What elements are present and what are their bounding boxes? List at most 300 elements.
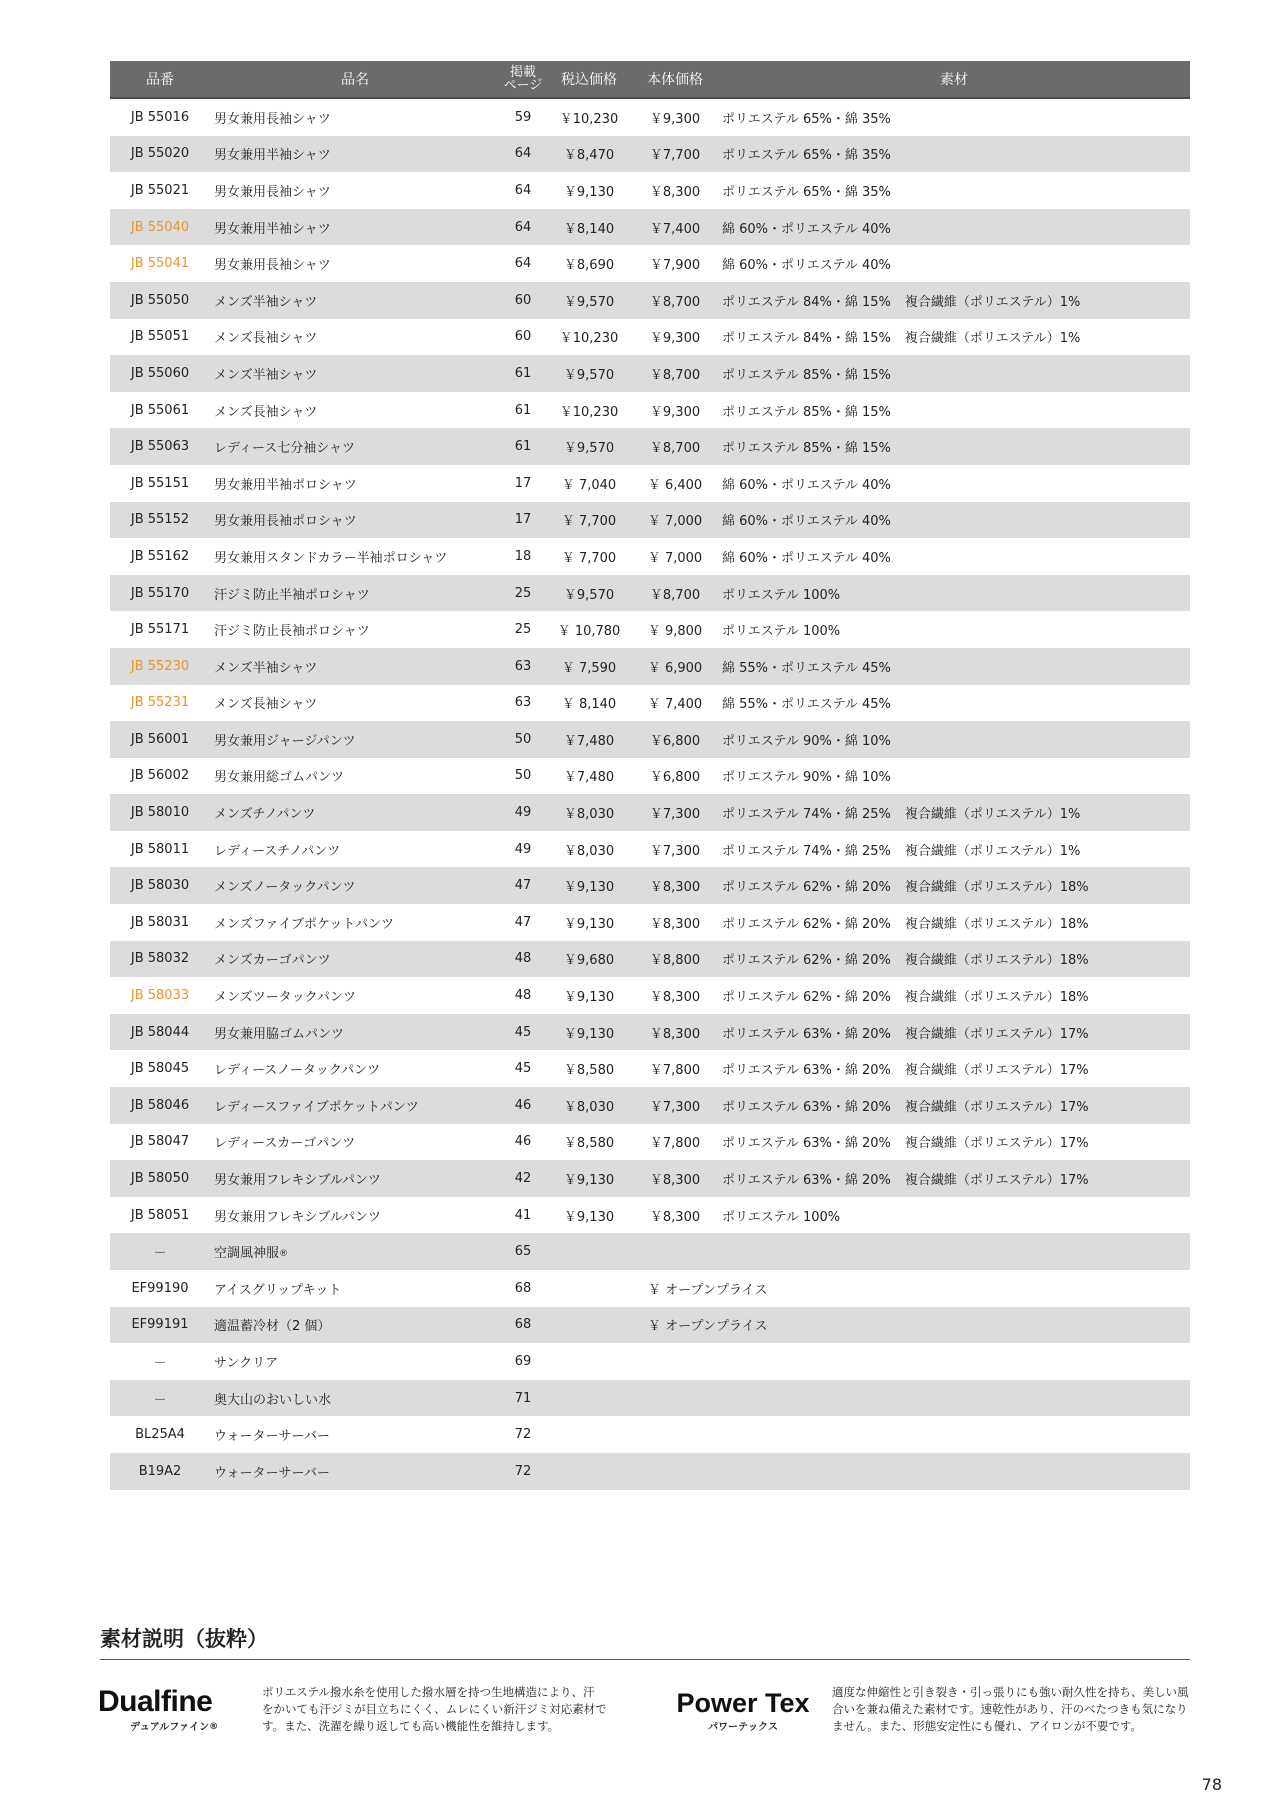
header-tax-price: 税込価格: [546, 61, 632, 98]
material: [718, 1416, 1190, 1453]
product-code: JB 55016: [130, 109, 190, 125]
product-name: [210, 611, 500, 648]
table-row: [110, 392, 1190, 429]
dualfine-reading: [98, 1718, 218, 1733]
table-row: [110, 1270, 1190, 1307]
material: [718, 611, 1190, 648]
tax-price: [546, 1453, 632, 1490]
page-ref: 17: [500, 502, 546, 539]
material: [718, 648, 1190, 685]
product-name-text: 男女兼用長袖ポロシャツ: [214, 514, 357, 530]
base-price: ￥7,300: [632, 794, 718, 831]
base-price: ￥ 6,900: [632, 648, 718, 685]
base-price: [632, 1343, 718, 1380]
product-code: JB 55231: [130, 695, 190, 711]
dualfine-logo: [98, 1686, 218, 1733]
material: [718, 831, 1190, 868]
product-name: [210, 941, 500, 978]
page-ref: 64: [514, 256, 532, 272]
product-name-text: メンズチノパンツ: [214, 807, 316, 823]
tax-price: ￥9,130: [563, 916, 615, 932]
product-code: JB 55050: [110, 282, 210, 319]
material: [718, 355, 1190, 392]
material-primary: 綿 60%・ポリエステル 40%: [722, 514, 891, 530]
tax-price: [546, 1233, 632, 1270]
base-price: ￥9,300: [649, 111, 701, 127]
page-ref: 47: [500, 867, 546, 904]
table-row: [110, 1307, 1190, 1344]
product-name-text: 男女兼用長袖シャツ: [214, 111, 331, 127]
material: [718, 977, 1190, 1014]
material-primary: ポリエステル 62%・綿 20%: [722, 990, 891, 1006]
product-name: [210, 355, 500, 392]
base-price: ￥ 7,400: [647, 697, 703, 713]
table-row: [110, 355, 1190, 392]
product-name: [210, 977, 500, 1014]
table-row: [110, 1197, 1190, 1234]
material: [718, 1380, 1190, 1417]
base-price: [632, 1380, 718, 1417]
product-name: [210, 1343, 500, 1380]
product-name-text: メンズ半袖シャツ: [214, 660, 318, 676]
product-name: [210, 867, 500, 904]
page-ref: 61: [500, 428, 546, 465]
base-price: ￥8,700: [632, 355, 718, 392]
product-name-text: サンクリア: [214, 1355, 279, 1371]
table-row: [110, 1050, 1190, 1087]
table-row: [110, 209, 1190, 246]
product-name: [210, 904, 500, 941]
material-primary: ポリエステル 90%・綿 10%: [722, 733, 891, 749]
page-ref: 68: [514, 1280, 532, 1296]
product-code: JB 55060: [110, 355, 210, 392]
material-primary: ポリエステル 63%・綿 20%: [722, 1173, 891, 1189]
product-code: JB 58051: [130, 1207, 190, 1223]
product-code: JB 58044: [110, 1014, 210, 1051]
base-price: ￥7,900: [649, 258, 701, 274]
table-row: [110, 575, 1190, 612]
base-price: ￥9,300: [649, 404, 701, 420]
product-name-text: 男女兼用フレキシブルパンツ: [214, 1173, 381, 1189]
product-name: [210, 794, 500, 831]
header-page-line1: 掲載: [509, 65, 536, 80]
materials-section-title: 素材説明（抜粋）: [100, 1625, 1190, 1660]
product-code: －: [153, 1355, 167, 1371]
product-name-text: 男女兼用半袖ポロシャツ: [214, 477, 357, 493]
page-ref: 60: [514, 329, 532, 345]
material-secondary: 複合繊維（ポリエステル）1%: [904, 843, 1081, 859]
product-name: [210, 575, 500, 612]
material: [718, 1343, 1190, 1380]
base-price: ￥8,800: [632, 941, 718, 978]
product-name: [210, 1307, 500, 1344]
product-name: [210, 465, 500, 502]
material: [718, 1160, 1190, 1197]
material: [718, 941, 1190, 978]
product-name: [210, 392, 500, 429]
product-name-text: 適温蓄冷材（2 個）: [214, 1319, 331, 1335]
table-row: [110, 1014, 1190, 1051]
page-ref: 49: [500, 794, 546, 831]
table-row: [110, 1160, 1190, 1197]
product-name: [210, 1197, 500, 1234]
material-primary: ポリエステル 65%・綿 35%: [722, 111, 891, 127]
tax-price: [546, 1343, 632, 1380]
material-primary: ポリエステル 90%・綿 10%: [722, 770, 891, 786]
dualfine-logo-text: Dualfine: [98, 1685, 213, 1718]
product-name: [210, 1380, 500, 1417]
product-code: JB 58032: [110, 941, 210, 978]
material: [718, 245, 1190, 282]
material: [718, 428, 1190, 465]
header-code: 品番: [110, 61, 210, 98]
base-price: ￥7,700: [632, 136, 718, 173]
product-name-text: メンズ長袖シャツ: [214, 331, 318, 347]
material-secondary: 複合繊維（ポリエステル）1%: [904, 807, 1081, 823]
page-ref: 64: [500, 136, 546, 173]
tax-price: ￥8,470: [546, 136, 632, 173]
product-name-text: ウォーターサーバー: [214, 1465, 330, 1481]
material: [718, 1014, 1190, 1051]
powertex-line-2: 合いを兼ね備えた素材です。速乾性があり、汗のべたつきも気になり: [832, 1702, 1188, 1716]
material: [718, 685, 1190, 722]
page-ref: 47: [514, 914, 532, 930]
powertex-line-3: ません。また、形態安定性にも優れ、アイロンが不要です。: [832, 1719, 1142, 1733]
product-code: JB 58011: [130, 841, 190, 857]
base-price: ￥9,300: [649, 331, 701, 347]
product-name: [210, 831, 500, 868]
product-name-text: レディースチノパンツ: [214, 843, 341, 859]
material-primary: ポリエステル 65%・綿 35%: [722, 148, 891, 164]
product-name-text: 男女兼用半袖シャツ: [214, 221, 331, 237]
material-primary: ポリエステル 62%・綿 20%: [722, 880, 891, 896]
page-ref: 71: [500, 1380, 546, 1417]
product-name-text: レディースノータックパンツ: [214, 1063, 381, 1079]
base-price: ￥8,700: [632, 428, 718, 465]
product-name-text: 男女兼用ジャージパンツ: [214, 733, 356, 749]
product-code: B19A2: [110, 1453, 210, 1490]
product-name: [210, 1087, 500, 1124]
material: [718, 465, 1190, 502]
product-code: JB 55021: [130, 182, 190, 198]
base-price: ￥6,800: [632, 721, 718, 758]
table-row: [110, 502, 1190, 539]
material-primary: 綿 55%・ポリエステル 45%: [722, 697, 891, 713]
product-code: JB 55151: [130, 475, 190, 491]
table-row: [110, 611, 1190, 648]
product-name-text: 汗ジミ防止半袖ポロシャツ: [214, 587, 370, 603]
material: [718, 1087, 1190, 1124]
product-name: [210, 721, 500, 758]
material-secondary: 複合繊維（ポリエステル）17%: [904, 1026, 1089, 1042]
header-page: [500, 61, 546, 98]
product-code: JB 56002: [130, 768, 190, 784]
page-ref: 63: [500, 648, 546, 685]
open-price: ￥ オープンプライス: [632, 1307, 1190, 1344]
product-code: JB 58050: [110, 1160, 210, 1197]
material: [718, 502, 1190, 539]
product-name-text: レディース七分袖シャツ: [214, 441, 356, 457]
table-row: [110, 1453, 1190, 1490]
page-ref: 61: [514, 402, 532, 418]
dualfine-line-2: をかいても汗ジミが目立ちにくく、ムレにくい新汗ジミ対応素材で: [262, 1702, 607, 1716]
page-ref: 18: [514, 548, 532, 564]
table-row: [110, 758, 1190, 795]
table-row: [110, 831, 1190, 868]
tax-price: ￥10,230: [559, 331, 619, 347]
tax-price: ￥ 7,700: [561, 550, 617, 566]
base-price: [632, 1453, 718, 1490]
material: [718, 172, 1190, 209]
page-ref: 41: [514, 1207, 532, 1223]
material: [718, 1124, 1190, 1161]
tax-price: ￥ 10,780: [557, 624, 621, 640]
header-name: 品名: [210, 61, 500, 98]
product-name-text: 男女兼用脇ゴムパンツ: [214, 1026, 345, 1042]
product-name: [210, 319, 500, 356]
product-name: [210, 1160, 500, 1197]
page-ref: 72: [500, 1453, 546, 1490]
tax-price: ￥ 7,040: [561, 477, 617, 493]
table-row: [110, 1124, 1190, 1161]
product-code: JB 55040: [110, 209, 210, 246]
page-ref: 46: [500, 1087, 546, 1124]
product-table: [110, 61, 1190, 1490]
page-ref: 69: [514, 1353, 532, 1369]
product-name-text: メンズノータックパンツ: [214, 880, 356, 896]
page-ref: 48: [514, 988, 532, 1004]
product-code: JB 55061: [130, 402, 190, 418]
table-row: [110, 136, 1190, 173]
table-row: [110, 1233, 1190, 1270]
table-row: [110, 538, 1190, 575]
table-row: [110, 319, 1190, 356]
tax-price: ￥ 7,590: [546, 648, 632, 685]
material-primary: 綿 60%・ポリエステル 40%: [722, 258, 891, 274]
material: [718, 1233, 1190, 1270]
tax-price: ￥9,570: [546, 355, 632, 392]
material-primary: ポリエステル 100%: [722, 1209, 841, 1225]
tax-price: ￥9,570: [546, 575, 632, 612]
product-code: JB 55230: [110, 648, 210, 685]
tax-price: [546, 1380, 632, 1417]
table-row: [110, 977, 1190, 1014]
base-price: ￥7,800: [649, 1063, 701, 1079]
table-row: [110, 794, 1190, 831]
material: [718, 867, 1190, 904]
product-name: [210, 428, 500, 465]
table-body: [110, 98, 1190, 1490]
tax-price: ￥9,130: [563, 184, 615, 200]
tax-price: ￥8,580: [563, 1063, 615, 1079]
tax-price: [546, 1270, 632, 1307]
product-name-text: 男女兼用半袖シャツ: [214, 148, 331, 164]
material: [718, 98, 1190, 136]
page-ref: 45: [500, 1014, 546, 1051]
table-row: [110, 428, 1190, 465]
material-primary: ポリエステル 63%・綿 20%: [722, 1099, 891, 1115]
tax-price: ￥8,690: [563, 258, 615, 274]
tax-price: ￥9,130: [546, 1014, 632, 1051]
page-ref: 64: [500, 209, 546, 246]
material: [718, 758, 1190, 795]
product-code: JB 55051: [130, 329, 190, 345]
product-name: [210, 502, 500, 539]
header-page-line2: ページ: [503, 78, 543, 93]
material: [718, 209, 1190, 246]
tax-price: ￥9,570: [546, 282, 632, 319]
page-ref: 72: [514, 1427, 532, 1443]
base-price: [632, 1416, 718, 1453]
table-row: [110, 867, 1190, 904]
table-row: [110, 685, 1190, 722]
material-primary: ポリエステル 63%・綿 20%: [722, 1136, 891, 1152]
material: [718, 721, 1190, 758]
tax-price: ￥7,480: [563, 770, 615, 786]
open-price: ￥ オープンプライス: [648, 1282, 768, 1298]
product-code: EF99191: [110, 1307, 210, 1344]
product-name-text: 男女兼用総ゴムパンツ: [214, 770, 345, 786]
table-header-row: [110, 61, 1190, 98]
tax-price: ￥9,130: [546, 1160, 632, 1197]
product-name-text: メンズ半袖シャツ: [214, 367, 318, 383]
tax-price: [546, 1307, 632, 1344]
page-ref: 25: [500, 575, 546, 612]
table-row: [110, 1416, 1190, 1453]
product-name: [210, 685, 500, 722]
base-price: ￥ 6,400: [647, 477, 703, 493]
product-code: JB 55171: [130, 622, 190, 638]
tax-price: ￥8,030: [546, 1087, 632, 1124]
table-row: [110, 245, 1190, 282]
product-code: JB 58010: [110, 794, 210, 831]
product-name: [210, 136, 500, 173]
material-primary: 綿 55%・ポリエステル 45%: [722, 660, 891, 676]
tax-price: ￥7,480: [546, 721, 632, 758]
product-name: [210, 245, 500, 282]
material-primary: ポリエステル 85%・綿 15%: [722, 367, 891, 383]
material-primary: ポリエステル 63%・綿 20%: [722, 1063, 891, 1079]
material: [718, 282, 1190, 319]
product-name-text: 男女兼用長袖シャツ: [214, 258, 331, 274]
table-row: [110, 941, 1190, 978]
powertex-line-1: 適度な伸縮性と引き裂き・引っ張りにも強い耐久性を持ち、美しい風: [832, 1685, 1189, 1699]
page-number: 78: [1201, 1775, 1222, 1794]
product-name-text: メンズ半袖シャツ: [214, 294, 318, 310]
product-name: [210, 209, 500, 246]
product-name: [210, 1124, 500, 1161]
material-primary: ポリエステル 100%: [722, 624, 841, 640]
product-name-text: 男女兼用長袖シャツ: [214, 184, 331, 200]
material: [718, 392, 1190, 429]
header-material: 素材: [718, 61, 1190, 98]
base-price: ￥7,400: [632, 209, 718, 246]
product-name-text: 男女兼用スタンドカラー半袖ポロシャツ: [214, 550, 448, 566]
tax-price: ￥10,230: [559, 111, 619, 127]
base-price: ￥ 9,800: [647, 624, 703, 640]
material-secondary: 複合繊維（ポリエステル）17%: [904, 1099, 1089, 1115]
product-code: JB 58045: [130, 1061, 190, 1077]
material: [718, 319, 1190, 356]
base-price: ￥7,800: [649, 1136, 701, 1152]
base-price: ￥ 7,000: [632, 502, 718, 539]
product-code: JB 55063: [110, 428, 210, 465]
header-base-price: 本体価格: [632, 61, 718, 98]
table-row: [110, 1343, 1190, 1380]
material-primary: ポリエステル 62%・綿 20%: [722, 953, 891, 969]
tax-price: [546, 1416, 632, 1453]
base-price: ￥7,300: [649, 843, 701, 859]
product-name-text: レディースカーゴパンツ: [214, 1136, 356, 1152]
product-name: [210, 538, 500, 575]
material-primary: ポリエステル 74%・綿 25%: [722, 807, 891, 823]
page-ref: 25: [514, 622, 532, 638]
product-code: JB 55041: [130, 256, 190, 272]
page-ref: 45: [514, 1061, 532, 1077]
tax-price: ￥ 7,700: [546, 502, 632, 539]
page-ref: 17: [514, 475, 532, 491]
table-row: [110, 98, 1190, 136]
page-ref: 68: [500, 1307, 546, 1344]
page-ref: 64: [514, 182, 532, 198]
material-primary: ポリエステル 65%・綿 35%: [722, 184, 891, 200]
material-primary: ポリエステル 74%・綿 25%: [722, 843, 891, 859]
base-price: ￥8,700: [632, 282, 718, 319]
powertex-reading: パワーテックス: [708, 1722, 778, 1733]
material-primary: 綿 60%・ポリエステル 40%: [722, 477, 891, 493]
product-code: JB 58047: [130, 1134, 190, 1150]
base-price: ￥6,800: [649, 770, 701, 786]
base-price: ￥8,300: [632, 1160, 718, 1197]
base-price: [632, 1233, 718, 1270]
product-code: JB 55162: [130, 548, 190, 564]
tax-price: ￥8,140: [546, 209, 632, 246]
material-secondary: 複合繊維（ポリエステル）18%: [904, 990, 1089, 1006]
product-name-text: レディースファイブポケットパンツ: [214, 1099, 419, 1115]
material-secondary: 複合繊維（ポリエステル）17%: [904, 1173, 1089, 1189]
page-ref: 48: [500, 941, 546, 978]
base-price: ￥8,300: [649, 916, 701, 932]
product-code: JB 55020: [110, 136, 210, 173]
tax-price: ￥9,680: [546, 941, 632, 978]
page-ref: 50: [500, 721, 546, 758]
product-name: [210, 1233, 500, 1270]
tax-price: ￥ 8,140: [561, 697, 617, 713]
material-secondary: 複合繊維（ポリエステル）17%: [904, 1063, 1089, 1079]
material: [718, 1050, 1190, 1087]
page-ref: 63: [514, 695, 532, 711]
material-secondary: 複合繊維（ポリエステル）17%: [904, 1136, 1089, 1152]
product-name: [210, 1014, 500, 1051]
page-ref: 59: [514, 109, 532, 125]
product-name-text: 空調風神服: [214, 1246, 280, 1262]
product-code: BL25A4: [135, 1427, 185, 1443]
product-name-text: メンズファイブポケットパンツ: [214, 916, 395, 932]
tax-price: ￥8,030: [563, 843, 615, 859]
product-code: －: [110, 1380, 210, 1417]
tax-price: ￥8,030: [546, 794, 632, 831]
material-primary: ポリエステル 85%・綿 15%: [722, 441, 891, 457]
material-primary: ポリエステル 84%・綿 15%: [722, 294, 891, 310]
page-ref: 49: [514, 841, 532, 857]
powertex-logo-text: Power Tex: [676, 1688, 810, 1718]
page-ref: 65: [500, 1233, 546, 1270]
tax-price: ￥9,130: [563, 1209, 615, 1225]
material-secondary: 複合繊維（ポリエステル）18%: [904, 880, 1089, 896]
base-price: ￥8,300: [649, 184, 701, 200]
product-name-text: メンズ長袖シャツ: [214, 404, 318, 420]
material-secondary: 複合繊維（ポリエステル）1%: [904, 294, 1081, 310]
